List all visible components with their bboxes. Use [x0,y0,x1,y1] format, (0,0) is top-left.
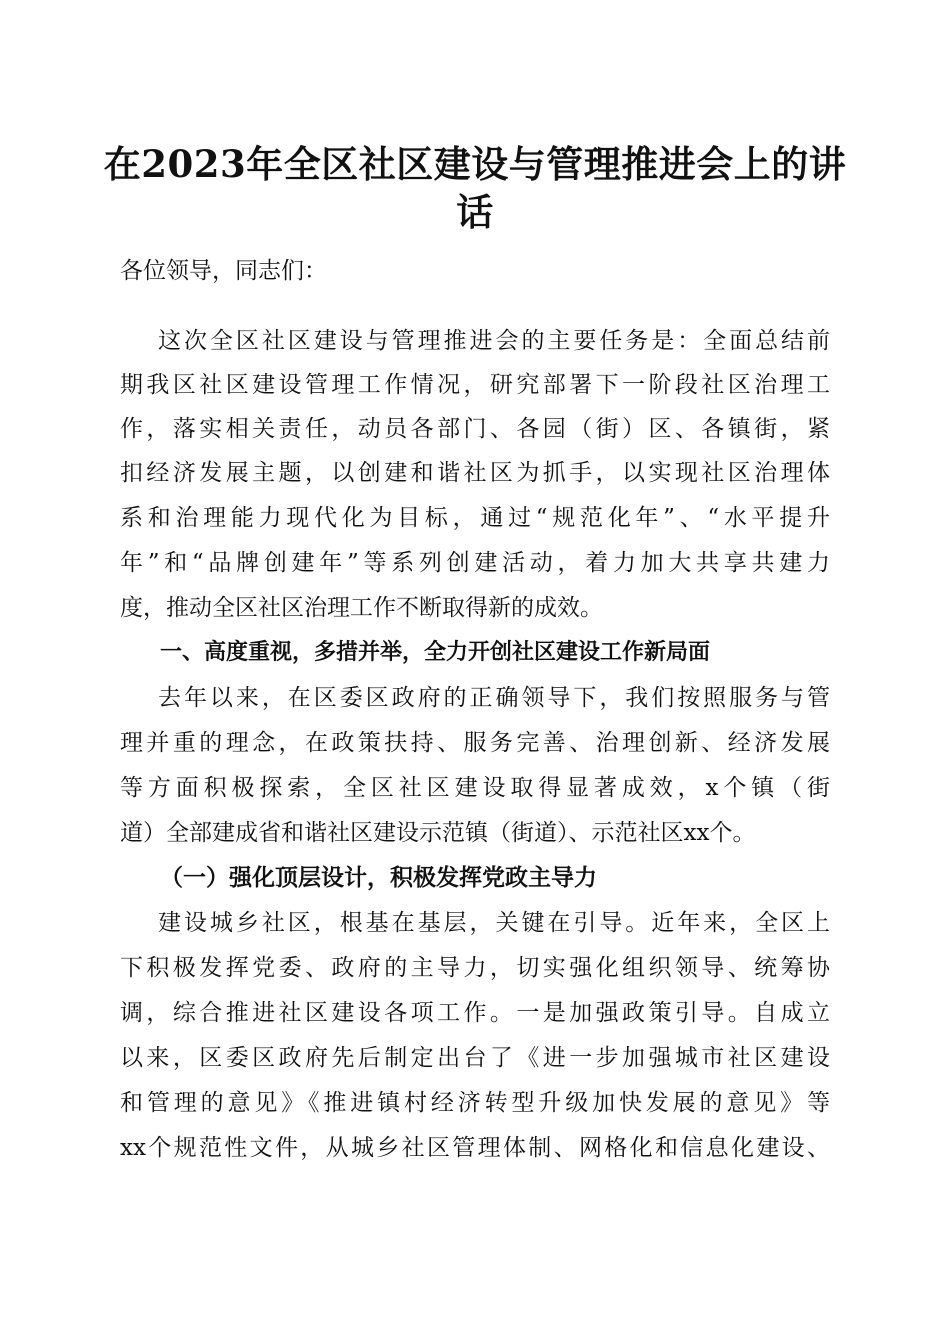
paragraph-line: 期我区社区建设管理工作情况，研究部署下一阶段社区治理工 [120,372,830,398]
paragraph-line: 等方面积极探索，全区社区建设取得显著成效，x个镇（街 [120,775,830,801]
paragraph-line: xx个规范性文件，从城乡社区管理体制、网格化和信息化建设、 [120,1135,830,1161]
document-title [100,140,850,236]
paragraph-line: 系和治理能力现代化为目标，通过“规范化年”、“水平提升 [120,505,830,531]
paragraph-line: 扣经济发展主题，以创建和谐社区为抓手，以实现社区治理体 [120,460,830,486]
title-line-2: 话 [456,190,494,234]
paragraph-line: 这次全区社区建设与管理推进会的主要任务是：全面总结前 [158,328,830,354]
paragraph-line: 理并重的理念，在政策扶持、服务完善、治理创新、经济发展 [120,730,830,756]
paragraph-line: 作，落实相关责任，动员各部门、各园（街）区、各镇街，紧 [120,416,830,442]
paragraph-line: 年”和“品牌创建年”等系列创建活动，着力加大共享共建力 [120,550,830,576]
paragraph-line: 去年以来，在区委区政府的正确领导下，我们按照服务与管 [158,685,830,711]
title-line-1: 在2023年全区社区建设与管理推进会上的讲 [103,142,847,186]
salutation: 各位领导，同志们： [120,258,327,284]
paragraph-line: 和管理的意见》《推进镇村经济转型升级加快发展的意见》等 [120,1090,830,1116]
paragraph-line: 调，综合推进社区建设各项工作。一是加强政策引导。自成立 [120,1000,830,1026]
paragraph-line: 道）全部建成省和谐社区建设示范镇（街道）、示范社区xx个。 [120,820,756,846]
paragraph-line: 以来，区委区政府先后制定出台了《进一步加强城市社区建设 [120,1045,830,1071]
paragraph-line: 建设城乡社区，根基在基层，关键在引导。近年来，全区上 [158,910,830,936]
paragraph-line: 下积极发挥党委、政府的主导力，切实强化组织领导、统筹协 [120,955,830,981]
section-heading-1: 一、高度重视，多措并举，全力开创社区建设工作新局面 [160,640,711,665]
paragraph-line: 度，推动全区社区治理工作不断取得新的成效。 [120,595,603,621]
section-heading-2: （一）强化顶层设计，积极发挥党政主导力 [160,864,597,891]
